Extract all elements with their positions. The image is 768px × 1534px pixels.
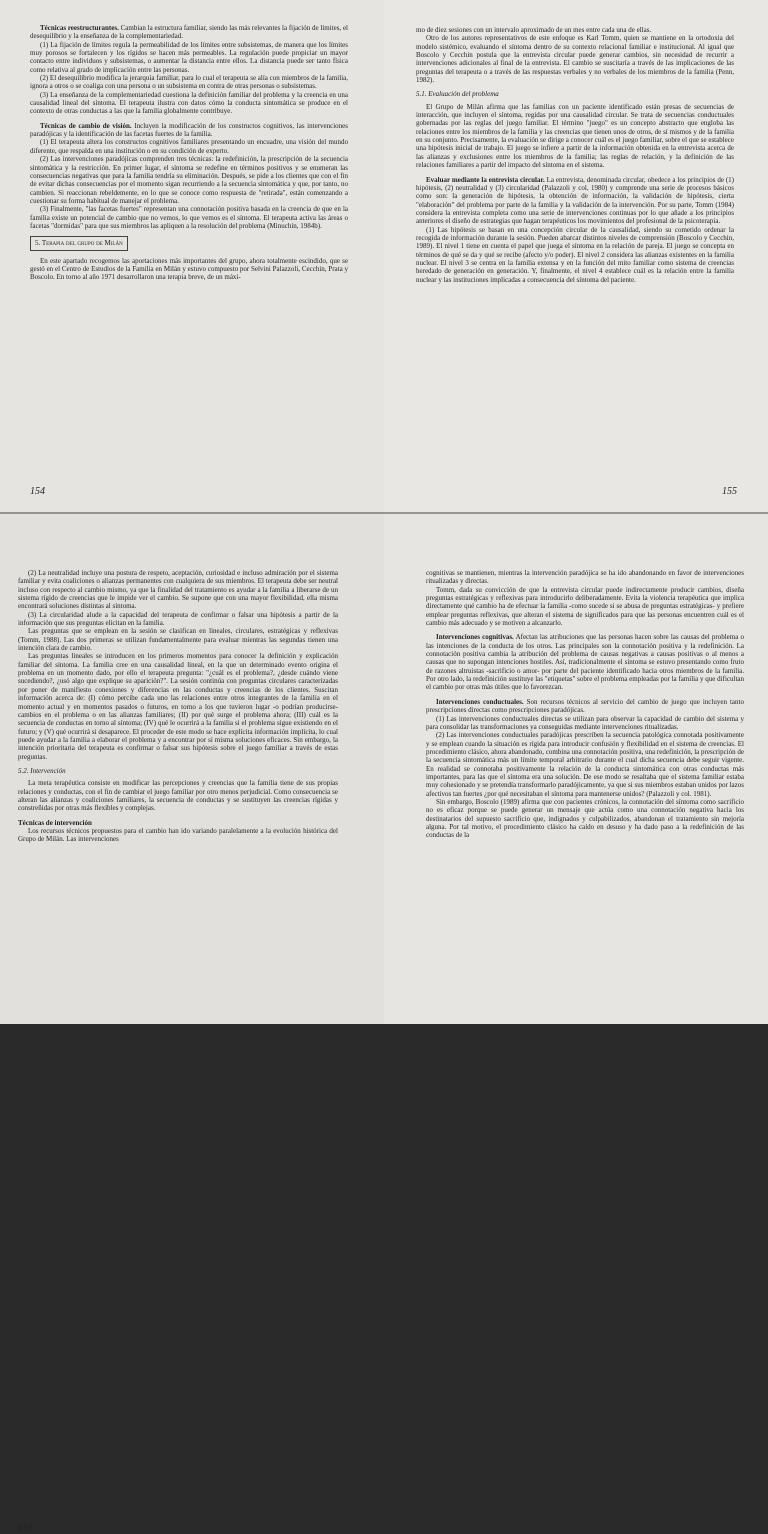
page-number: 155 <box>722 486 737 497</box>
heading-intervenciones-conductuales: Intervenciones conductuales. <box>436 697 524 706</box>
scan-edge <box>0 512 384 514</box>
paragraph: (1) Las hipótesis se basan en una concepción circular de la causalidad, siendo su cometido ordenar la recogida de información durante la sesión. Pueden abarcar distintos niveles de comprensión (Boscolo y Cecchin, 1989). El nivel 1 tiene en cuenta el papel que juega el síntoma en la relación de pareja. El juego se concepta en términos de qué se da y qué se recibe (afecto y/o poder). El nivel 2 considera las alianzas existentes en la familia nuclear. El nivel 3 se centra en la familia extensa y en la función del mito familiar como sistema de creencias heredado de generación en generación. Y, finalmente, el nivel 4 establece cuál es la relación entre la familia nuclear y las instituciones implicadas a consecuencia del síntoma del paciente. <box>416 225 734 284</box>
heading-tecnicas-intervencion: Técnicas de intervención <box>18 818 92 827</box>
paragraph: (3) La enseñanza de la complementariedad cuestiona la definición familiar del problema y la creencia en una causalidad lineal del síntoma. El terapeuta ilustra con datos cómo la conducta sintomática se produce en el contexto de otras conductas a las que la familia globalmente contribuye. <box>30 90 348 116</box>
page-154 <box>0 0 384 512</box>
paragraph: Los recursos técnicos propuestos para el cambio han ido variando paralelamente a la evolución histórica del Grupo de Milán. Las intervenciones <box>18 826 338 844</box>
page-157-text <box>426 569 744 840</box>
page-156-text <box>18 569 338 844</box>
page-number: 154 <box>30 486 45 497</box>
section-heading-milan: 5. Terapia del grupo de Milán <box>30 236 128 250</box>
heading-tecnicas-reestructurantes: Técnicas reestructurantes. <box>40 24 119 32</box>
paragraph: (1) Las intervenciones conductuales directas se utilizan para observar la capacidad de cambio del sistema y para consolidar las transformaciones ya conseguidas mediante intervenciones ritualizadas. <box>426 714 744 731</box>
page-155 <box>384 0 768 512</box>
paragraph: (2) Las intervenciones conductuales paradójicas prescriben la secuencia patológica connotada positivamente y se emplean cuando la situación es rígida para introducir confusión y flexibilidad en el sistema de creencias. El procedimiento clásico, ahora abandonado, combina una connotación positiva, una redefinición, la prescripción de la secuencia sintomática más un límite temporal arbitrario durante el cual dicha secuencia debe seguir vigente. En realidad se connotaba positivamente la relación de la conducta sintomática con otras conductas más importantes, para las que el síntoma era una solución. De ese modo se resaltaba que el sistema familiar estaba muy cohesionado y se pretendía transformarlo paradójicamente, ya que si sus miembros estaban unidos por lazos afectivos tan fuertes ¿por qué necesitaban el síntoma para mantenerse unidos? (Palazzoli y col. 1981). <box>426 731 744 798</box>
scan-edge <box>384 512 768 514</box>
paragraph: (3) La circularidad alude a la capacidad del terapeuta de confirmar o falsar una hipótesis a partir de la información que sus preguntas elicitan en la familia. <box>18 610 338 628</box>
paragraph: Las preguntas que se emplean en la sesión se clasifican en lineales, circulares, estratégicas y reflexivas (Tomm, 1988). Las dos primeras se utilizan fundamentalmente para evaluar mientras las segundas tienen una intención clara de cambio. <box>18 627 338 653</box>
paragraph: Afectan las atribuciones que las personas hacen sobre las causas del problema o las intenciones de la conducta de los otros. Las principales son la connotación positiva y la redefinición. La connotación positiva cambia la atribución del problema de causas negativas a causas positivas o al menos a causas que no supongan intenciones hostiles. Así, tradicionalmente el síntoma se estuvo presentando como fruto de razones altruistas -sacrificio o amor- por parte del paciente identificado hacia otros miembros de la familia. Por otro lado, la redefinición sustituye las "etiquetas" sobre el problema empleadas por la familia y que dificultan el cambio por otras más útiles que lo favorezcan. <box>426 633 744 692</box>
subsection-heading: 5.1. Evaluación del problema <box>416 90 499 99</box>
page-number: 156 <box>18 1523 33 1534</box>
paragraph: (3) Finalmente, "las facetas fuertes" representan una connotación positiva basada en la creencia de que en la familia existe un potencial de cambio que no vemos, lo que vemos es el síntoma. El terapeuta activa las áreas o facetas "dormidas" para que sus miembros las apliquen a la resolución del problema (Minuchin, 1984b). <box>30 205 348 230</box>
paragraph: cognitivas se mantienen, mientras la intervención paradójica se ha ido abandonando en favor de intervenciones ritualizadas y directas. <box>426 569 744 586</box>
subsection-heading: 5.2. Intervención <box>18 766 66 775</box>
heading-intervenciones-cognitivas: Intervenciones cognitivas. <box>436 633 514 642</box>
heading-cambio-vision: Técnicas de cambio de visión. <box>40 121 132 130</box>
paragraph: En este apartado recogemos las aportaciones más importantes del grupo, ahora totalmente escindido, que se gestó en el Centro de Estudios de la Familia en Milán y estuvo compuesto por Selvini Palazzoli, Cecchin, Prata y Boscolo. En torno al año 1971 desarrollaron una terapia breve, de un máxi- <box>30 256 348 282</box>
paragraph: Otro de los autores representativos de este enfoque es Karl Tomm, quien se mantiene en la ortodoxia del modelo sistémico, evaluando el síntoma dentro de su contexto relacional familiar e institucional. Al igual que Boscolo y Cecchin postula que la entrevista circular puede generar cambios, sin necesidad de recurrir a intervenciones adicionales al final de la entrevista. El cambio se suscitaría a través de las implicaciones de las preguntas del terapeuta o a través de las respuestas verbales y no verbales de los miembros de la familia (Penn, 1982). <box>416 34 734 85</box>
heading-entrevista-circular: Evaluar mediante la entrevista circular. <box>426 175 545 184</box>
paragraph: La meta terapéutica consiste en modificar las percepciones y creencias que la familia tiene de sus propias relaciones y conductas, con el fin de cambiar el juego familiar por otro menos perjudicial. Como consecuencia se alteran las alianzas y coaliciones familiares, la secuencia de conductas y se sustituyen las creencias rígidas y constreñidas por otras más flexibles y complejas. <box>18 779 338 813</box>
page-156 <box>0 512 384 1534</box>
paragraph: Tomm, dada su convicción de que la entrevista circular puede indirectamente producir cambios, diseña preguntas estratégicas y reflexivas para introducirlo deliberadamente. Evita la violencia terapéutica que implica directamente qué cambio ha de efectuar la familia -como sucede si se abusa de preguntas estratégicas- y prefiere emplear preguntas reflexivas, que alteran el sistema de significados para que las personas encuentren cuál es el cambio más adecuado y se motiven a alcanzarlo. <box>426 585 744 628</box>
page-157 <box>384 512 768 1024</box>
paragraph: Sin embargo, Boscolo (1989) afirma que con pacientes crónicos, la connotación del síntoma como sacrificio no es eficaz porque se puede generar un mensaje que actúa como una connotación negativa hacia los destinatarios del supuesto sacrificio que, indignados y culpabilizados, abandonan el tratamiento sin mejoría alguna. Por tal motivo, el procedimiento clásico ha caído en desuso y ha dado paso a la redefinición de las conductas de la <box>426 797 744 840</box>
paragraph: La entrevista, denominada circular, obedece a los principios de (1) hipótesis, (2) neutralidad y (3) circularidad (Palazzoli y col, 1980) y comprende una serie de procesos básicos como son: la generación de hipótesis, la obtención de información, la validación de hipótesis, cierta "elaboración" del problema por parte de la familia y la validación de la intervención. Por su parte, Tomm (1984) considera la entrevista completa como una serie de intervenciones continuas por lo que añade a los principios anteriores el diseño de estrategias que hagan terapéuticos los movimientos del profesional de la psicoterapia. <box>416 175 734 226</box>
paragraph: Cambian la estructura familiar, siendo las más relevantes la fijación de límites, el desequilibrio y la enseñanza de la complementariedad. <box>30 24 348 41</box>
paragraph: (1) El terapeuta altera los constructos cognitivos familiares presentando un encuadre, una visión del mundo diferente, que respalda en una institución o en su condición de experto. <box>30 138 348 155</box>
paragraph: (2) Las intervenciones paradójicas comprenden tres técnicas: la redefinición, la prescripción de la secuencia sintomática y la restricción. En primer lugar, el síntoma se redefine en términos positivos y se enumeran las consecuencias negativas que para la familia tendría su eliminación. Después, se pide a los clientes que con el fin de evitar dichas consecuencias por el momento sigan recurriendo a la secuencia sintomática y que, por tanto, no cambien. Si reaccionan rebeldemente, en lo que se conoce como respuesta de "retirada", están comenzando a cuestionar su forma habitual de manejar el problema. <box>30 155 348 205</box>
paragraph: (2) La neutralidad incluye una postura de respeto, aceptación, curiosidad e incluso admiración por el sistema familiar y evita coaliciones o alianzas permanentes con cualquiera de sus miembros. El terapeuta debe ser neutral incluso con respecto al cambio mismo, ya que la finalidad del tratamiento es ayudar a la familia a liberarse de un sistema rígido de creencias que le impide ver el cambio. Se supone que con una mayor flexibilidad, ella misma encontrará soluciones distintas al síntoma. <box>18 569 338 611</box>
paragraph: (1) La fijación de límites regula la permeabilidad de los límites entre subsistemas, de manera que los límites muy porosos se fortalecen y los rígidos se hacen más permeables. La regulación puede propiciar un mayor contacto entre individuos y subsistemas, o aumentar la distancia entre ellos. La distancia puede ser tanto física como relativa al grado de implicación entre las personas. <box>30 40 348 74</box>
paragraph: Las preguntas lineales se introducen en los primeros momentos para conocer la definición y explicación familiar del síntoma. La familia cree en una causalidad lineal, en la que un determinado evento origina el problema en un momento dado, por ello el terapeuta pregunta: "¿cuál es el problema?, ¿desde cuándo viene sucediendo?, ¿usó algo que explique su aparición?". La sesión continúa con preguntas circulares caracterizadas por poner de manifiesto conexiones y diferencias en las conductas y creencias de los clientes. Suscitan información acerca de: (I) cómo percibe cada uno las relaciones entre otros integrantes de la familia en el momento actual y en momentos pasados o futuros, en torno a los que tuvieron lugar -o podrían producirse- cambios en el problema o en las alianzas familiares; (II) por qué surge el problema ahora; (III) cuál es la secuencia de conductas en torno al síntoma; (IV) qué le ocurrirá a la familia si el problema sigue existiendo en el futuro; y (V) qué ocurrirá si desaparece. El proceder de este modo se hace explícita información implícita, lo cual puede ayudar a la familia a elaborar el problema y a encontrar por sí misma soluciones eficaces. Sin embargo, la intención prioritaria del terapeuta es confirmar o falsar sus hipótesis sobre el juego familiar a través de estas preguntas. <box>18 652 338 761</box>
paragraph: El Grupo de Milán afirma que las familias con un paciente identificado están presas de secuencias de interacción, que incluyen el síntoma, regidas por una causalidad circular. Se trata de secuencias conductuales gobernadas por las reglas del juego familiar. El término "juego" es un concepto abstracto que engloba las relaciones entre los miembros de la familia y las creencias que tienen unos de otros, de sí mismos y de la familia en su conjunto. Precisamente, la evaluación se dirige a conocer cuál es el juego familiar, sobre el que se establece una hipótesis inicial de trabajo. El juego se infiere a partir de la información obtenida en la entrevista acerca de las alianzas y exclusiones entre los miembros de la familia; las reglas de relación, y la definición de las relaciones familiares a partir del impacto del síntoma en el sistema. <box>416 102 734 170</box>
paragraph: (2) El desequilibrio modifica la jerarquía familiar, para lo cual el terapeuta se alía con miembros de la familia, ignora a otros o se coaliga con una persona o un subsistema en contra de otras personas o subsistemas. <box>30 74 348 91</box>
page-155-text <box>416 26 734 284</box>
page-154-text <box>30 24 348 282</box>
paragraph: Son recursos técnicos al servicio del cambio de juego que incluyen tanto prescripciones directas como prescripciones paradójicas. <box>426 697 744 715</box>
paragraph: mo de diez sesiones con un intervalo aproximado de un mes entre cada una de ellas. <box>416 26 652 34</box>
paragraph: Incluyen la modificación de los constructos cognitivos, las intervenciones paradójicas y la identificación de las facetas fuertes de la familia. <box>30 121 349 139</box>
